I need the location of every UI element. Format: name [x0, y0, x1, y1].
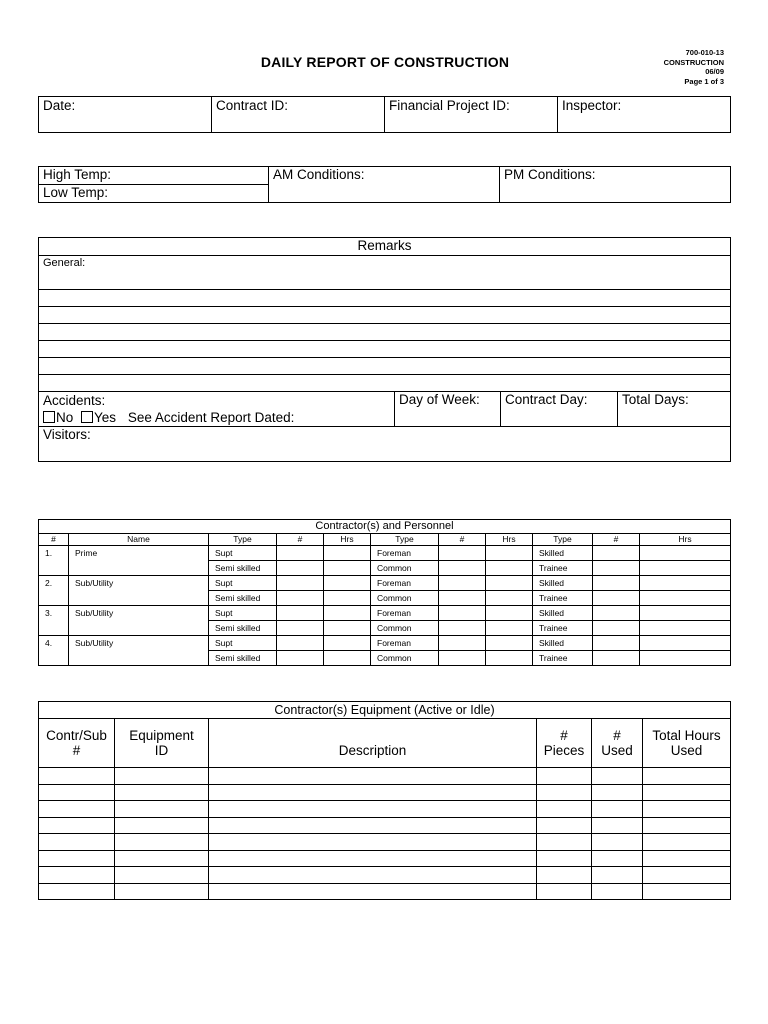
- count-cell[interactable]: [439, 561, 486, 576]
- table-row: [39, 636, 731, 651]
- personnel-type: Semi skilled: [209, 651, 277, 666]
- contractor-name[interactable]: Prime: [69, 546, 209, 576]
- column-header: #: [39, 534, 69, 546]
- count-cell[interactable]: [439, 591, 486, 606]
- form-category: CONSTRUCTION: [663, 57, 724, 67]
- equipment-cell[interactable]: [115, 834, 209, 851]
- column-header-line: #: [72, 743, 81, 758]
- inspector-field[interactable]: [558, 97, 731, 133]
- column-header: [537, 719, 592, 768]
- contractor-name[interactable]: Sub/Utility: [69, 636, 209, 666]
- remarks-line[interactable]: [39, 324, 731, 341]
- hours-cell[interactable]: [640, 591, 731, 606]
- hours-cell[interactable]: [324, 621, 371, 636]
- total-days-label: Total Days:: [622, 392, 689, 407]
- column-header-line: Description: [338, 743, 407, 758]
- hours-cell[interactable]: [486, 546, 533, 561]
- column-header-line: Equipment: [129, 728, 194, 743]
- equipment-cell[interactable]: [39, 883, 115, 900]
- accidents-field: [39, 392, 395, 427]
- column-header: [643, 719, 731, 768]
- column-header: Type: [371, 534, 439, 546]
- column-header-line: Used: [670, 743, 703, 758]
- equipment-cell[interactable]: [39, 834, 115, 851]
- equipment-cell[interactable]: [643, 883, 731, 900]
- hours-cell[interactable]: [324, 576, 371, 591]
- equipment-cell[interactable]: [39, 801, 115, 818]
- equipment-cell[interactable]: [592, 850, 643, 867]
- hours-cell[interactable]: [324, 606, 371, 621]
- hours-cell[interactable]: [640, 621, 731, 636]
- hours-cell[interactable]: [640, 576, 731, 591]
- high-temp-field[interactable]: [39, 167, 269, 185]
- personnel-type: Skilled: [533, 546, 593, 561]
- equipment-cell[interactable]: [643, 784, 731, 801]
- personnel-type: Supt: [209, 546, 277, 561]
- group-number: 3.: [39, 606, 69, 636]
- personnel-type: Common: [371, 591, 439, 606]
- column-header: Hrs: [640, 534, 731, 546]
- column-header: #: [593, 534, 640, 546]
- equipment-cell[interactable]: [39, 850, 115, 867]
- equipment-cell[interactable]: [115, 768, 209, 785]
- date-label: Date:: [43, 98, 76, 113]
- equipment-cell[interactable]: [537, 834, 592, 851]
- hours-cell[interactable]: [486, 621, 533, 636]
- table-row: [39, 867, 731, 884]
- column-header-line: #: [560, 728, 568, 743]
- project-info-table: [38, 96, 731, 133]
- equipment-cell[interactable]: [643, 867, 731, 884]
- equipment-cell[interactable]: [39, 817, 115, 834]
- remarks-table: [38, 237, 731, 462]
- personnel-type: Skilled: [533, 606, 593, 621]
- table-row: [39, 768, 731, 785]
- equipment-cell[interactable]: [537, 801, 592, 818]
- equipment-cell[interactable]: [643, 801, 731, 818]
- personnel-type: Common: [371, 651, 439, 666]
- weather-table: [38, 166, 731, 203]
- equipment-cell[interactable]: [537, 768, 592, 785]
- count-cell[interactable]: [439, 546, 486, 561]
- personnel-title: Contractor(s) and Personnel: [39, 520, 731, 534]
- count-cell[interactable]: [439, 621, 486, 636]
- equipment-table: [38, 701, 731, 900]
- equipment-cell[interactable]: [592, 768, 643, 785]
- hours-cell[interactable]: [486, 561, 533, 576]
- hours-cell[interactable]: [324, 591, 371, 606]
- count-cell[interactable]: [593, 621, 640, 636]
- personnel-type: Skilled: [533, 576, 593, 591]
- equipment-cell[interactable]: [209, 883, 537, 900]
- column-header: #: [277, 534, 324, 546]
- form-number-block: [664, 48, 724, 86]
- table-row: [39, 801, 731, 818]
- pm-conditions-label: PM Conditions:: [504, 167, 596, 182]
- form-number: 700-010-13: [685, 48, 724, 57]
- accidents-label: Accidents:: [43, 393, 106, 408]
- column-header: Type: [209, 534, 277, 546]
- equipment-cell[interactable]: [209, 801, 537, 818]
- equipment-cell[interactable]: [209, 817, 537, 834]
- equipment-cell[interactable]: [592, 834, 643, 851]
- count-cell[interactable]: [439, 636, 486, 651]
- column-header: Type: [533, 534, 593, 546]
- equipment-cell[interactable]: [643, 817, 731, 834]
- remarks-title: Remarks: [39, 238, 731, 256]
- contract-day-label: Contract Day:: [505, 392, 588, 407]
- column-header-line: ID: [154, 743, 169, 758]
- hours-cell[interactable]: [324, 636, 371, 651]
- equipment-cell[interactable]: [537, 850, 592, 867]
- count-cell[interactable]: [593, 561, 640, 576]
- equipment-cell[interactable]: [209, 850, 537, 867]
- hours-cell[interactable]: [640, 561, 731, 576]
- count-cell[interactable]: [277, 576, 324, 591]
- equipment-title: Contractor(s) Equipment (Active or Idle): [39, 702, 731, 719]
- table-row: [39, 784, 731, 801]
- equipment-cell[interactable]: [537, 867, 592, 884]
- count-cell[interactable]: [277, 561, 324, 576]
- personnel-type: Trainee: [533, 651, 593, 666]
- contract-day-field[interactable]: [501, 392, 618, 427]
- accident-yes-checkbox[interactable]: [81, 411, 93, 423]
- accident-no-label: No: [56, 410, 74, 425]
- column-header: [115, 719, 209, 768]
- visitors-field[interactable]: [39, 427, 731, 462]
- count-cell[interactable]: [439, 606, 486, 621]
- personnel-table: [38, 519, 731, 666]
- table-row: [39, 606, 731, 621]
- equipment-cell[interactable]: [592, 883, 643, 900]
- hours-cell[interactable]: [324, 546, 371, 561]
- column-header: Hrs: [486, 534, 533, 546]
- personnel-type: Foreman: [371, 546, 439, 561]
- personnel-type: Foreman: [371, 636, 439, 651]
- remarks-line[interactable]: [39, 290, 731, 307]
- hours-cell[interactable]: [486, 591, 533, 606]
- personnel-type: Common: [371, 621, 439, 636]
- hours-cell[interactable]: [486, 636, 533, 651]
- equipment-cell[interactable]: [209, 867, 537, 884]
- remarks-line[interactable]: [39, 307, 731, 324]
- equipment-cell[interactable]: [115, 867, 209, 884]
- column-header-line: #: [613, 728, 621, 743]
- remarks-line[interactable]: [39, 375, 731, 392]
- personnel-type: Foreman: [371, 576, 439, 591]
- am-conditions-label: AM Conditions:: [273, 167, 365, 182]
- count-cell[interactable]: [277, 591, 324, 606]
- count-cell[interactable]: [277, 546, 324, 561]
- financial-project-id-label: Financial Project ID:: [389, 98, 510, 113]
- low-temp-field[interactable]: [39, 185, 269, 203]
- count-cell[interactable]: [593, 576, 640, 591]
- accident-no-checkbox[interactable]: [43, 411, 55, 423]
- equipment-cell[interactable]: [537, 784, 592, 801]
- equipment-cell[interactable]: [643, 768, 731, 785]
- general-field[interactable]: [39, 256, 731, 290]
- hours-cell[interactable]: [640, 546, 731, 561]
- equipment-cell[interactable]: [209, 784, 537, 801]
- accident-report-label: See Accident Report Dated:: [127, 410, 295, 425]
- equipment-cell[interactable]: [592, 784, 643, 801]
- equipment-cell[interactable]: [592, 817, 643, 834]
- table-row: [39, 850, 731, 867]
- count-cell[interactable]: [593, 591, 640, 606]
- equipment-cell[interactable]: [537, 817, 592, 834]
- column-header: [209, 719, 537, 768]
- day-of-week-field[interactable]: [395, 392, 501, 427]
- equipment-cell[interactable]: [115, 850, 209, 867]
- count-cell[interactable]: [277, 651, 324, 666]
- count-cell[interactable]: [593, 606, 640, 621]
- hours-cell[interactable]: [486, 606, 533, 621]
- count-cell[interactable]: [277, 621, 324, 636]
- day-of-week-label: Day of Week:: [399, 392, 480, 407]
- equipment-cell[interactable]: [592, 801, 643, 818]
- column-header: [39, 719, 115, 768]
- personnel-type: Supt: [209, 576, 277, 591]
- group-number: 1.: [39, 546, 69, 576]
- equipment-cell[interactable]: [643, 850, 731, 867]
- total-days-field[interactable]: [618, 392, 731, 427]
- remarks-line[interactable]: [39, 358, 731, 375]
- low-temp-label: Low Temp:: [43, 185, 109, 200]
- table-row: [39, 883, 731, 900]
- column-header: Name: [69, 534, 209, 546]
- equipment-cell[interactable]: [209, 768, 537, 785]
- personnel-type: Trainee: [533, 591, 593, 606]
- equipment-cell[interactable]: [39, 784, 115, 801]
- financial-project-id-field[interactable]: [385, 97, 558, 133]
- equipment-cell[interactable]: [643, 834, 731, 851]
- am-conditions-field[interactable]: [269, 167, 500, 203]
- hours-cell[interactable]: [324, 561, 371, 576]
- hours-cell[interactable]: [640, 651, 731, 666]
- contract-id-label: Contract ID:: [216, 98, 289, 113]
- column-header-line: Total Hours: [652, 728, 721, 743]
- group-number: 2.: [39, 576, 69, 606]
- personnel-type: Supt: [209, 606, 277, 621]
- equipment-cell[interactable]: [592, 867, 643, 884]
- contractor-name[interactable]: Sub/Utility: [69, 576, 209, 606]
- accident-yes-label: Yes: [94, 410, 117, 425]
- personnel-type: Semi skilled: [209, 591, 277, 606]
- pm-conditions-field[interactable]: [500, 167, 731, 203]
- personnel-type: Trainee: [533, 561, 593, 576]
- high-temp-label: High Temp:: [43, 167, 112, 182]
- date-field[interactable]: [39, 97, 212, 133]
- count-cell[interactable]: [277, 606, 324, 621]
- visitors-label: Visitors:: [43, 427, 91, 442]
- equipment-cell[interactable]: [115, 817, 209, 834]
- column-header-line: Pieces: [543, 743, 585, 758]
- personnel-type: Skilled: [533, 636, 593, 651]
- count-cell[interactable]: [439, 651, 486, 666]
- personnel-type: Supt: [209, 636, 277, 651]
- table-row: [39, 834, 731, 851]
- hours-cell[interactable]: [640, 636, 731, 651]
- personnel-type: Foreman: [371, 606, 439, 621]
- equipment-cell[interactable]: [209, 834, 537, 851]
- table-row: [39, 546, 731, 561]
- table-row: [39, 576, 731, 591]
- column-header: Hrs: [324, 534, 371, 546]
- equipment-cell[interactable]: [39, 768, 115, 785]
- column-header-line: Used: [601, 743, 633, 758]
- table-row: [39, 817, 731, 834]
- equipment-cell[interactable]: [115, 883, 209, 900]
- hours-cell[interactable]: [640, 606, 731, 621]
- page-title: DAILY REPORT OF CONSTRUCTION: [260, 54, 510, 70]
- general-label: General:: [43, 257, 86, 269]
- hours-cell[interactable]: [486, 651, 533, 666]
- group-number: 4.: [39, 636, 69, 666]
- contract-id-field[interactable]: [212, 97, 385, 133]
- remarks-line[interactable]: [39, 341, 731, 358]
- column-header: [592, 719, 643, 768]
- count-cell[interactable]: [593, 651, 640, 666]
- equipment-cell[interactable]: [115, 801, 209, 818]
- equipment-cell[interactable]: [537, 883, 592, 900]
- inspector-label: Inspector:: [562, 98, 622, 113]
- hours-cell[interactable]: [324, 651, 371, 666]
- count-cell[interactable]: [593, 636, 640, 651]
- column-header-line: Contr/Sub: [46, 728, 107, 743]
- personnel-type: Common: [371, 561, 439, 576]
- count-cell[interactable]: [277, 636, 324, 651]
- page-number: Page 1 of 3: [684, 76, 724, 86]
- hours-cell[interactable]: [486, 576, 533, 591]
- form-date: 06/09: [705, 67, 724, 76]
- equipment-cell[interactable]: [39, 867, 115, 884]
- equipment-cell[interactable]: [115, 784, 209, 801]
- contractor-name[interactable]: Sub/Utility: [69, 606, 209, 636]
- count-cell[interactable]: [593, 546, 640, 561]
- column-header: #: [439, 534, 486, 546]
- personnel-type: Semi skilled: [209, 561, 277, 576]
- personnel-type: Trainee: [533, 621, 593, 636]
- count-cell[interactable]: [439, 576, 486, 591]
- personnel-type: Semi skilled: [209, 621, 277, 636]
